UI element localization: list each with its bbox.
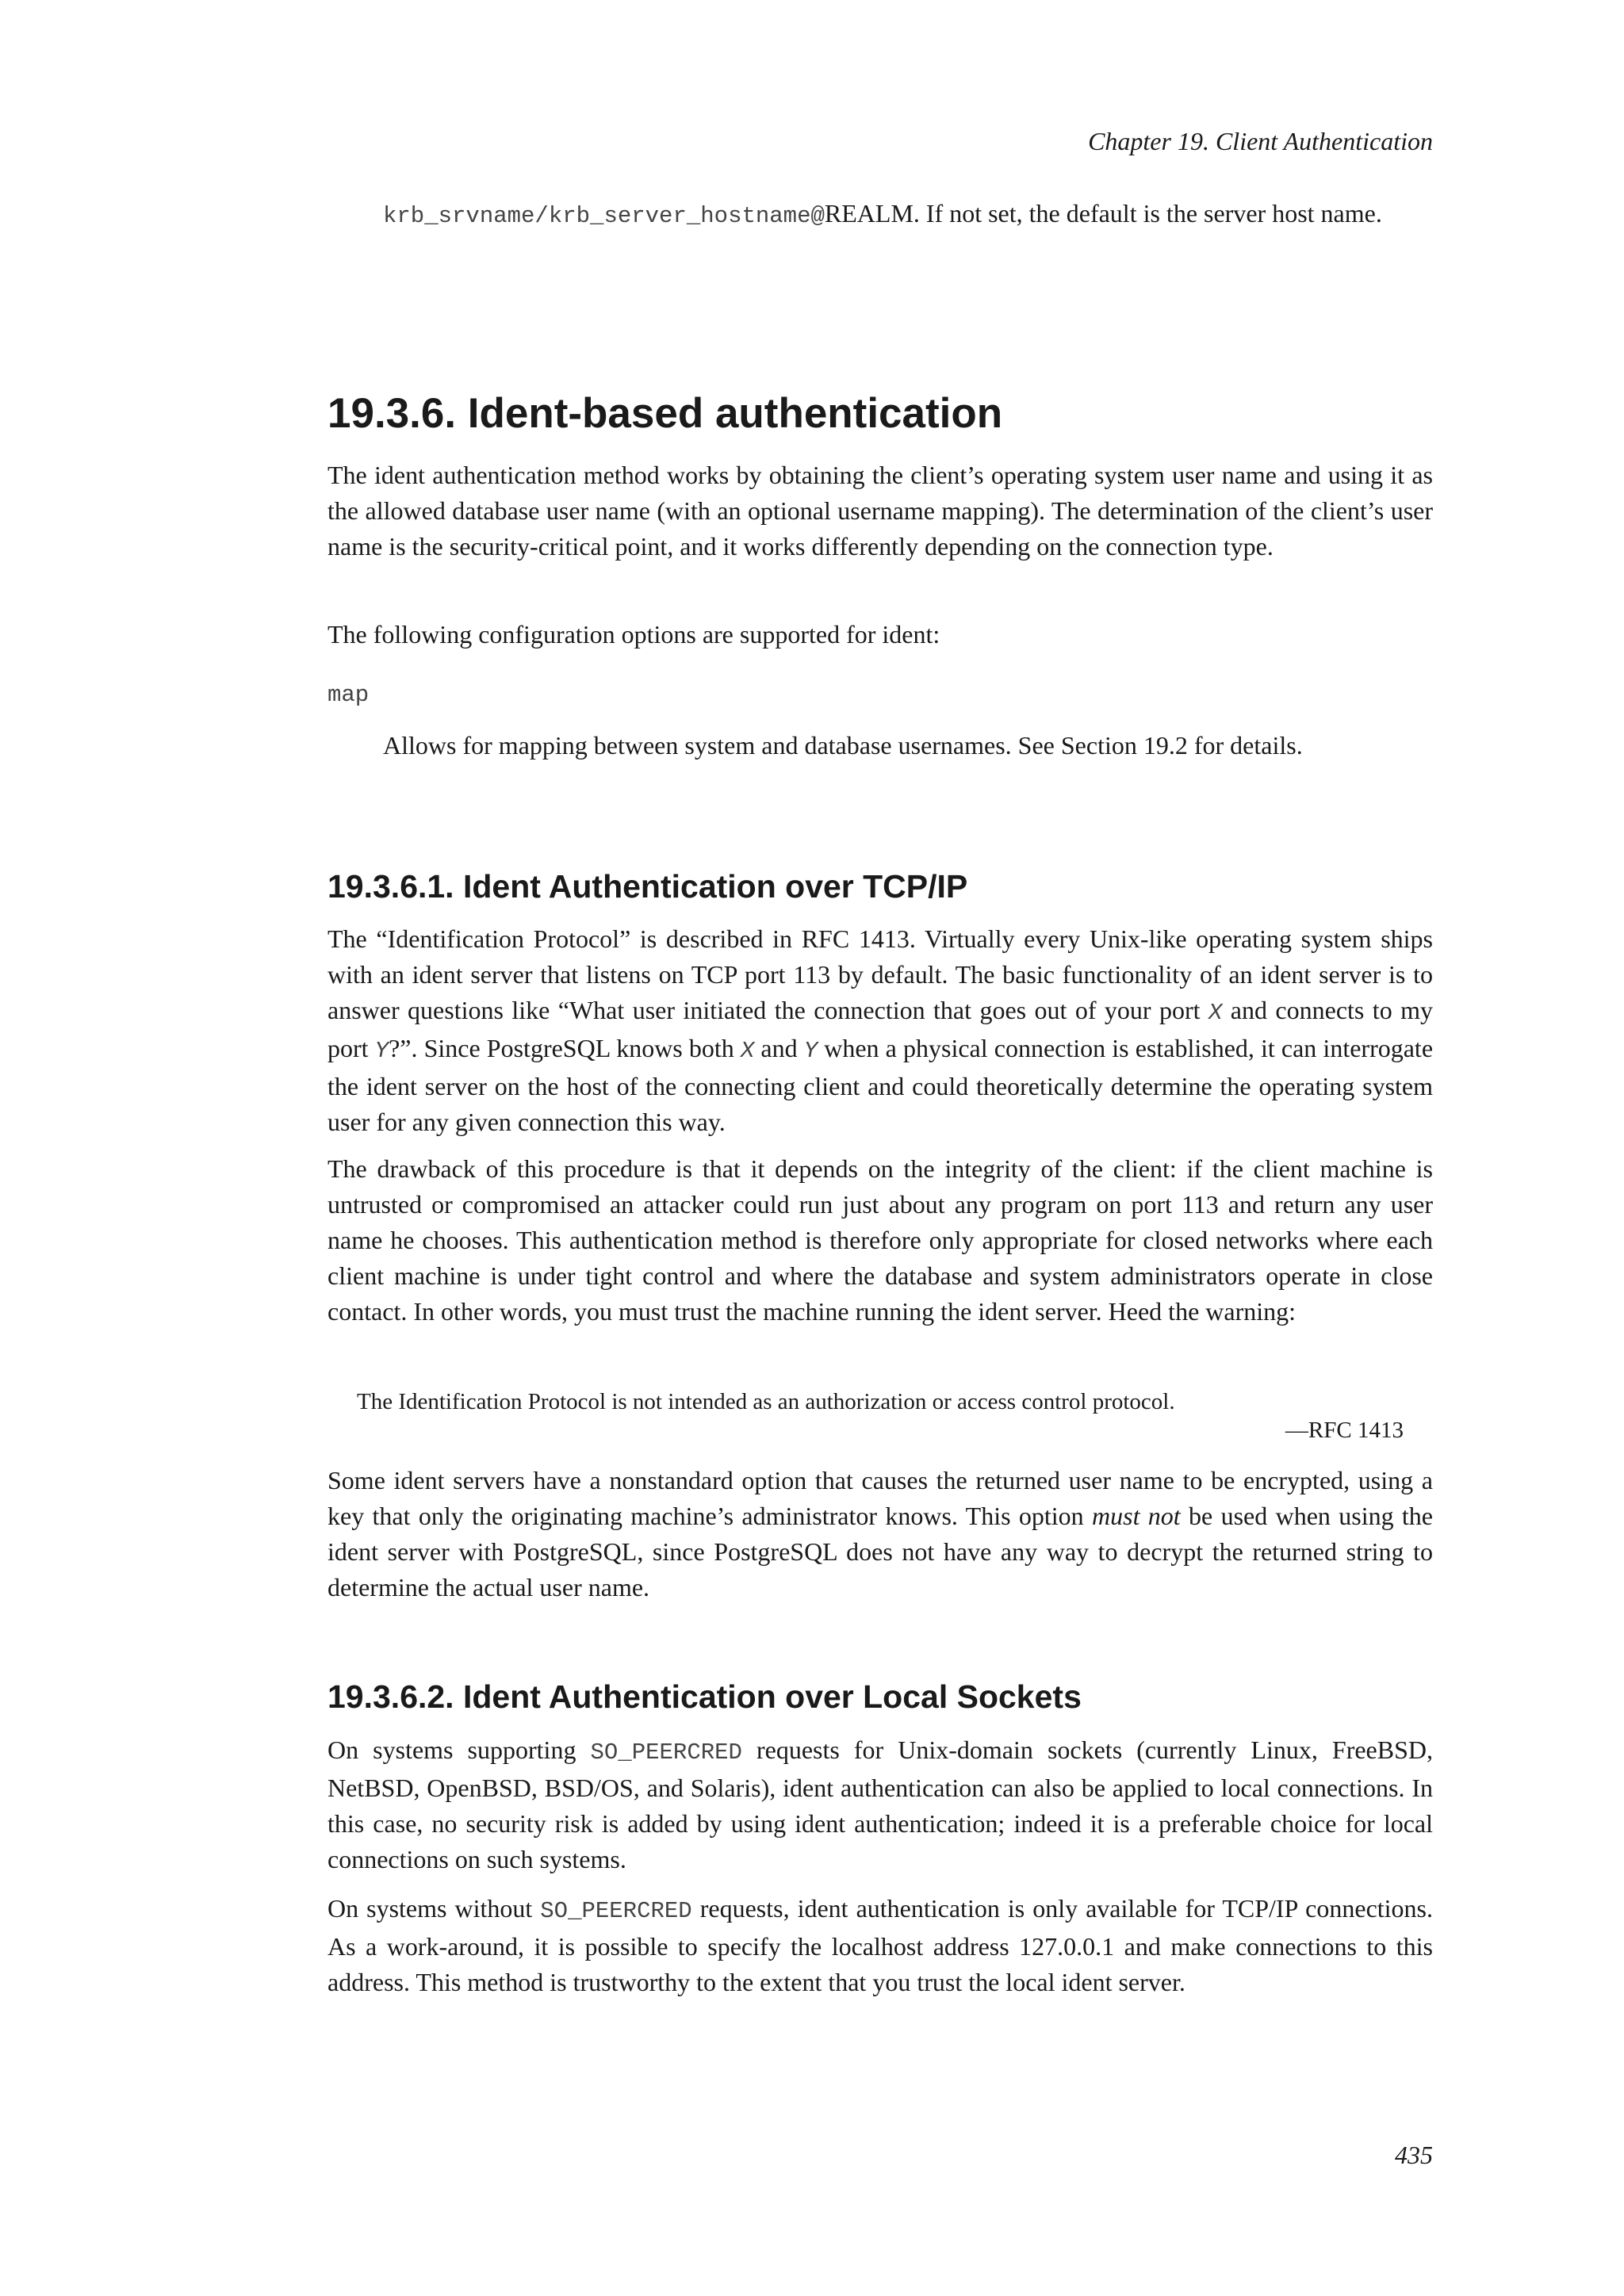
var-x: X — [740, 1038, 755, 1064]
intro-code: krb_srvname/krb_server_hostname@ — [383, 203, 825, 229]
text-run: and — [754, 1034, 804, 1062]
var-y: Y — [803, 1038, 818, 1064]
page-number: 435 — [1395, 2141, 1433, 2169]
subsection-1-title: 19.3.6.1. Ident Authentication over TCP/IP — [327, 868, 968, 905]
text-run: The “Identification Protocol” is described in RFC 1413. Virtually every Unix-like operating system ships with an ident server that listens on TCP port 113 by default. The basic functionality of an ident server is to answer questions like “What user initiated the connection that goes out of your port — [327, 924, 1433, 1024]
subsection-1-paragraph-2: The drawback of this procedure is that it depends on the integrity of the client: if the client machine is untrusted or compromised an attacker could run just about any program on port 113 and return any user name he chooses. This authentication method is therefore only appropriate for closed networks where each client machine is under tight control and where the database and system administrators operate in close contact. In other words, you must trust the machine running the ident server. Heed the warning: — [327, 1154, 1433, 1326]
var-x: X — [1208, 1000, 1223, 1026]
section-paragraph-1: The ident authentication method works by obtaining the client’s operating system user name and using it as the allowed database user name (with an optional username mapping). The determination of the client’s user name is the security-critical point, and it works differently depending on the connection type. — [327, 461, 1433, 561]
subsection-2-paragraph-2 — [327, 1891, 1433, 2000]
text-run: ?”. Since PostgreSQL knows both — [389, 1034, 741, 1062]
intro-paragraph — [383, 196, 1433, 234]
emphasis: must not — [1092, 1502, 1181, 1530]
running-header: Chapter 19. Client Authentication — [1088, 127, 1433, 155]
option-term: map — [327, 682, 370, 708]
text-run: when a physical connection is established, it can interrogate the ident server on the host of the connecting client and could theoretically determine the operating system user for any given connection this way. — [327, 1034, 1434, 1136]
text-run: and connects to my port — [327, 996, 1434, 1062]
intro-text: REALM. If not set, the default is the server host name. — [824, 199, 1382, 228]
so-peercred-code: SO_PEERCRED — [540, 1898, 692, 1924]
subsection-1-paragraph-3 — [327, 1463, 1433, 1605]
quote-text: The Identification Protocol is not intended as an authorization or access control protocol. — [357, 1389, 1175, 1414]
section-title: 19.3.6. Ident-based authentication — [327, 390, 1003, 437]
so-peercred-code: SO_PEERCRED — [590, 1739, 742, 1766]
quote-attribution: —RFC 1413 — [1285, 1418, 1404, 1443]
subsection-2-paragraph-1 — [327, 1732, 1433, 1877]
text-run: be used when using the ident server with PostgreSQL, since PostgreSQL does not have any way to decrypt the returned string to determine the actual user name. — [327, 1502, 1434, 1601]
option-description: Allows for mapping between system and database usernames. See Section 19.2 for details. — [383, 731, 1303, 760]
section-paragraph-2: The following configuration options are supported for ident: — [327, 620, 940, 649]
text-run: On systems supporting — [327, 1735, 591, 1764]
var-y: Y — [374, 1038, 389, 1064]
text-run: requests for Unix-domain sockets (currently Linux, FreeBSD, NetBSD, OpenBSD, BSD/OS, and Solaris), ident authentication can also be applied to local connections. In this case, no security risk is added by using ident authentication; indeed it is a preferable choice for local connections on such systems. — [327, 1735, 1434, 1873]
subsection-2-title: 19.3.6.2. Ident Authentication over Local Sockets — [327, 1678, 1082, 1715]
text-run: On systems without — [327, 1894, 541, 1923]
text-run: requests, ident authentication is only available for TCP/IP connections. As a work-around, it is possible to specify the localhost address 127.0.0.1 and make connections to this address. This method is trustworthy to the extent that you trust the local ident server. — [327, 1894, 1434, 1996]
text-run: Some ident servers have a nonstandard option that causes the returned user name to be encrypted, using a key that only the originating machine’s administrator knows. This option — [327, 1466, 1433, 1530]
subsection-1-paragraph-1 — [327, 921, 1433, 1140]
